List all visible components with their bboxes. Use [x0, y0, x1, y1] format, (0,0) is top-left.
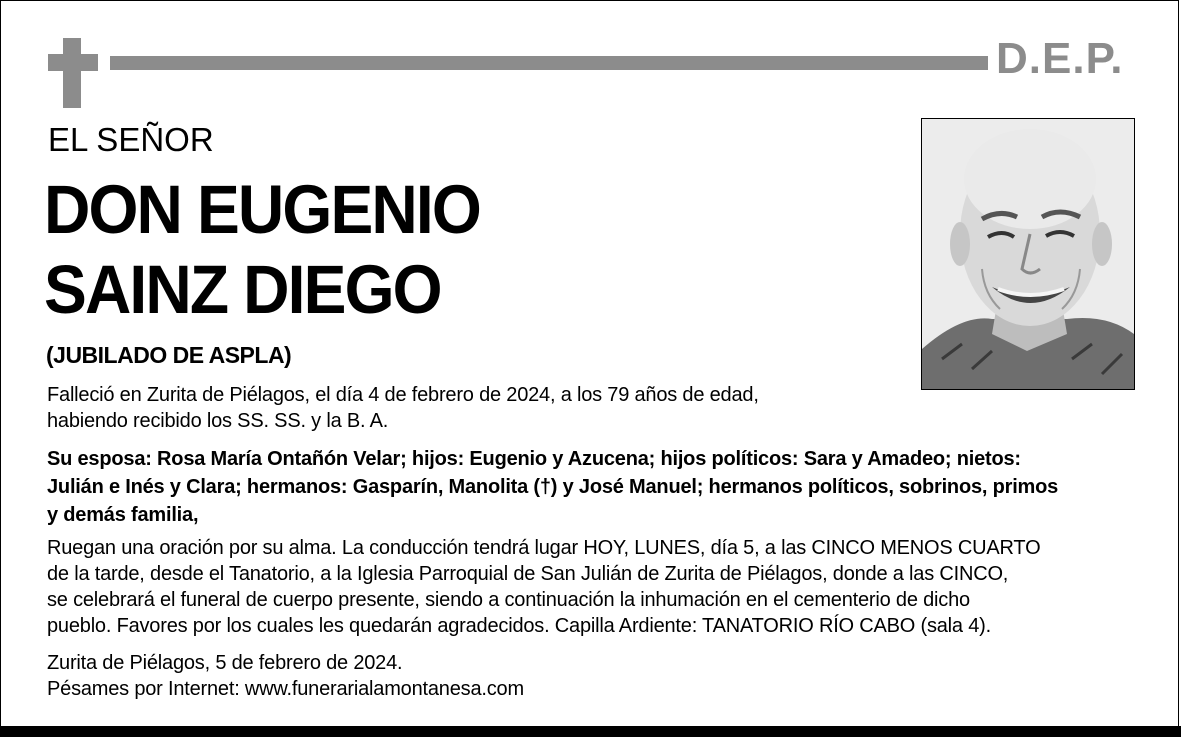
service-line-2: de la tarde, desde el Tanatorio, a la Iglesia Parroquial de San Julián de Zurita de Piélagos, donde a las CINCO, — [47, 563, 1009, 585]
condolences-url: Pésames por Internet: www.funerarialamontanesa.com — [47, 678, 524, 700]
deceased-role: (JUBILADO DE ASPLA) — [46, 342, 292, 368]
name-line-1: DON EUGENIO — [44, 171, 480, 248]
honorific: EL SEÑOR — [48, 121, 214, 158]
deceased-name — [44, 170, 480, 330]
service-line-3: se celebrará el funeral de cuerpo presente, siendo a continuación la inhumación en el cementerio de dicho — [47, 589, 970, 611]
name-line-2: SAINZ DIEGO — [44, 251, 441, 328]
death-notice-line-2: habiendo recibido los SS. SS. y la B. A. — [47, 410, 389, 432]
family-line-3: y demás familia, — [47, 504, 199, 526]
place-date: Zurita de Piélagos, 5 de febrero de 2024. — [47, 652, 403, 674]
family-line-1: Su esposa: Rosa María Ontañón Velar; hijos: Eugenio y Azucena; hijos políticos: Sara y Amadeo; nietos: — [47, 448, 1021, 470]
service-line-1: Ruegan una oración por su alma. La conducción tendrá lugar HOY, LUNES, día 5, a las CINCO MENOS CUARTO — [47, 537, 1041, 559]
family-line-2: Julián e Inés y Clara; hermanos: Gasparín, Manolita (†) y José Manuel; hermanos políticos, sobrinos, primos — [47, 476, 1059, 498]
header-rule — [110, 56, 988, 70]
cross-icon-bar — [48, 54, 98, 71]
death-notice-line-1: Falleció en Zurita de Piélagos, el día 4 de febrero de 2024, a los 79 años de edad, — [47, 384, 759, 406]
bottom-rule — [0, 726, 1181, 737]
service-line-4: pueblo. Favores por los cuales les quedarán agradecidos. Capilla Ardiente: TANATORIO RÍO CABO (sala 4). — [47, 615, 991, 637]
dep-label: D.E.P. — [996, 34, 1124, 83]
portrait-photo — [921, 118, 1135, 390]
portrait-image — [922, 119, 1134, 389]
cross-icon — [63, 38, 81, 108]
